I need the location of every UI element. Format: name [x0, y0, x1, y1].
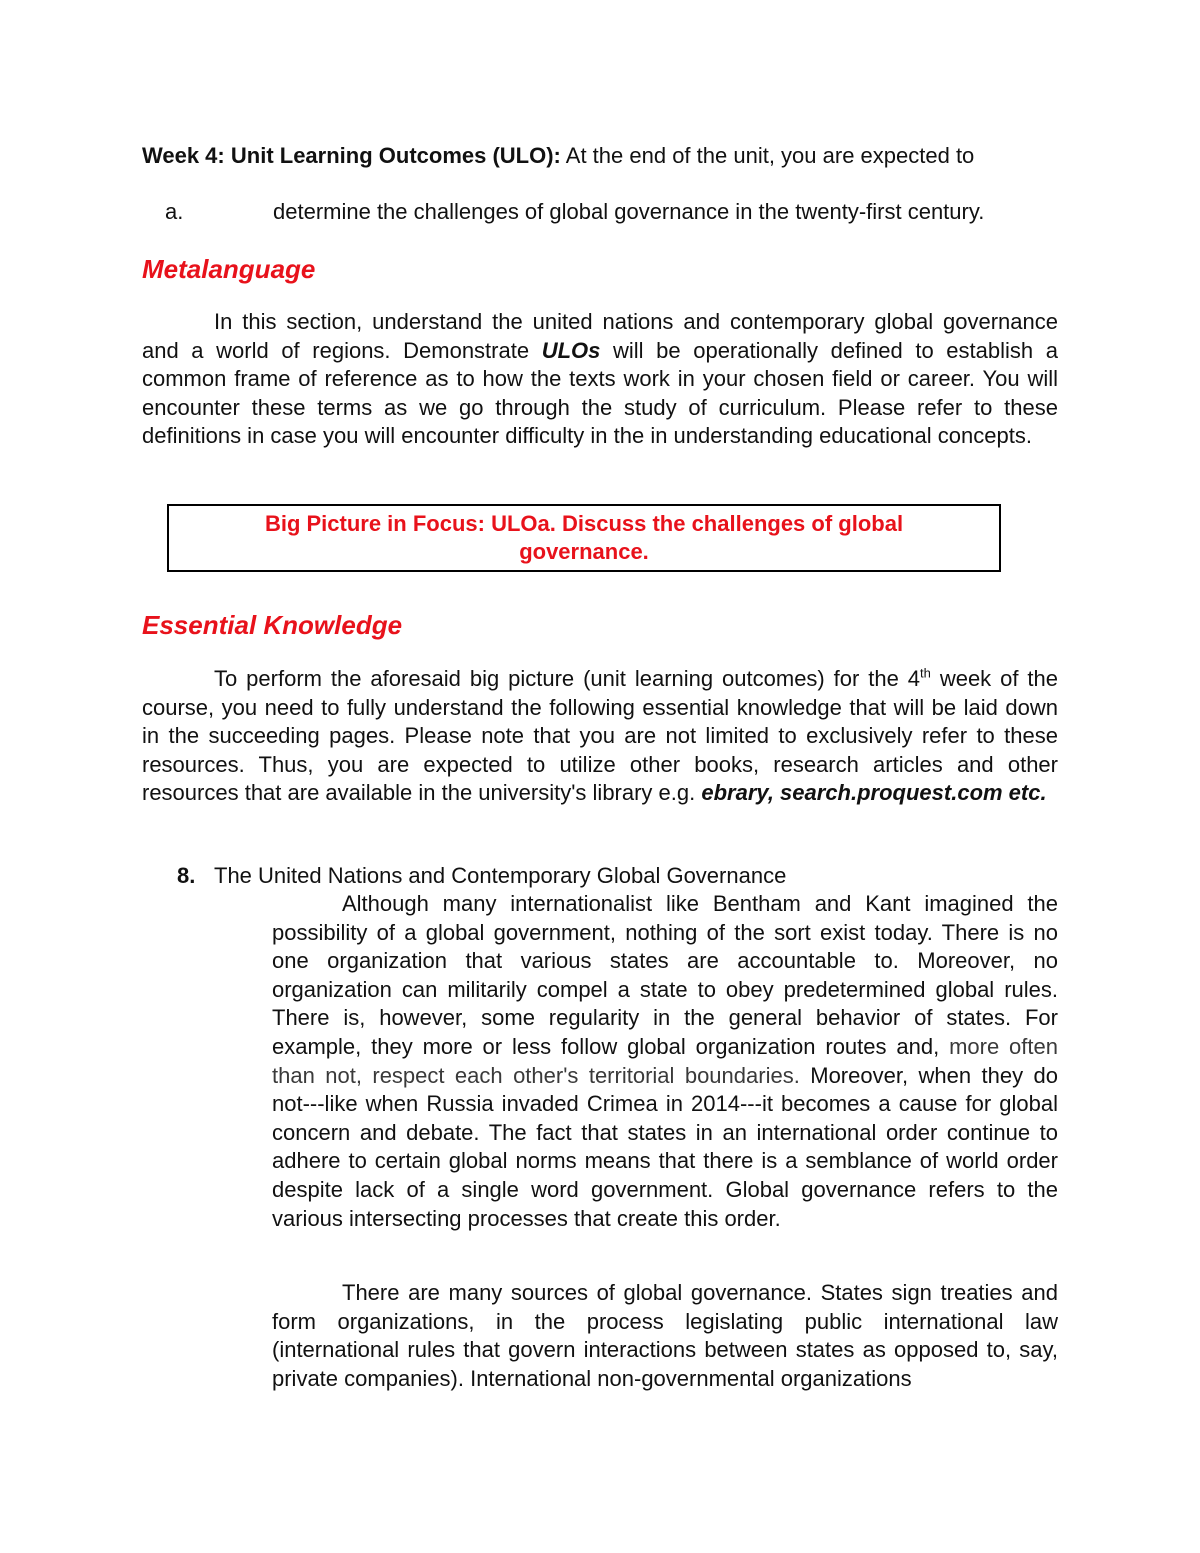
- ulo-item-text: determine the challenges of global governance in the twenty-first century.: [273, 199, 985, 224]
- essential-paragraph: [142, 665, 1058, 808]
- week-label: Week 4:: [142, 143, 225, 168]
- ulo-header: [142, 141, 974, 170]
- essential-knowledge-heading: Essential Knowledge: [142, 610, 403, 640]
- ulo-item-marker: a.: [165, 199, 184, 224]
- section8-paragraph-2: There are many sources of global governance. States sign treaties and form organizations, in the process legislating public international law (international rules that govern interactions between states as opposed to, say, private companies). International non-governmental organizations: [272, 1280, 1058, 1391]
- para1-text-b: more often than not, respect each other's territorial boundaries.: [272, 1033, 1058, 1088]
- ordinal-suffix: th: [920, 665, 931, 681]
- essential-text-2: week of the course, you need to fully understand the following essential knowledge that will be laid down in the succeeding pages. Please note that you are not limited to exclusively refer to these resources. Thus, you are expected to utilize other books, research articles and other resources that are available in the university's library e.g.: [142, 666, 1058, 806]
- ulo-title: Unit Learning Outcomes (ULO):: [230, 143, 561, 168]
- ulo-header-rest: At the end of the unit, you are expected to: [565, 143, 975, 168]
- section8-paragraph-1: [272, 890, 1058, 1233]
- metalanguage-text-1: In this section, understand the united nations and contemporary global governance and a world of regions. Demonstrate: [142, 309, 1058, 363]
- para1-text-a: Although many internationalist like Bentham and Kant imagined the possibility of a global government, nothing of the sort exist today. There is no one organization that various states are accountable to. Moreover, no organization can militarily compel a state to obey predetermined global rules. There is, however, some regularity in the general behavior of states. For example, they more or less follow global organization routes and,: [272, 891, 1058, 1059]
- essential-text-1: To perform the aforesaid big picture (unit learning outcomes) for the 4: [214, 666, 921, 691]
- para1-text-c: Moreover, when they do not---like when Russia invaded Crimea in 2014---it becomes a cause for global concern and debate. The fact that states in an international order continue to adhere to certain global norms means that there is a semblance of world order despite lack of a single word government. Global governance refers to the various intersecting processes that create this order.: [272, 1062, 1058, 1231]
- metalanguage-text-2: will be operationally defined to establish a common frame of reference as to how the texts work in your chosen field or career. You will encounter these terms as we go through the study of curriculum. Please refer to these definitions in case you will encounter difficulty in the in understanding educational concepts.: [142, 337, 1058, 449]
- big-picture-text: Big Picture in Focus: ULOa. Discuss the challenges of global governance.: [264, 511, 904, 564]
- resource-links-text: ebrary, search.proquest.com etc.: [701, 780, 1047, 806]
- metalanguage-paragraph: [142, 308, 1058, 451]
- ulos-term: ULOs: [541, 337, 601, 363]
- section-title: The United Nations and Contemporary Global Governance: [214, 863, 787, 888]
- section-number: 8.: [177, 863, 196, 888]
- big-picture-box: [167, 504, 1001, 572]
- metalanguage-heading: Metalanguage: [142, 254, 316, 284]
